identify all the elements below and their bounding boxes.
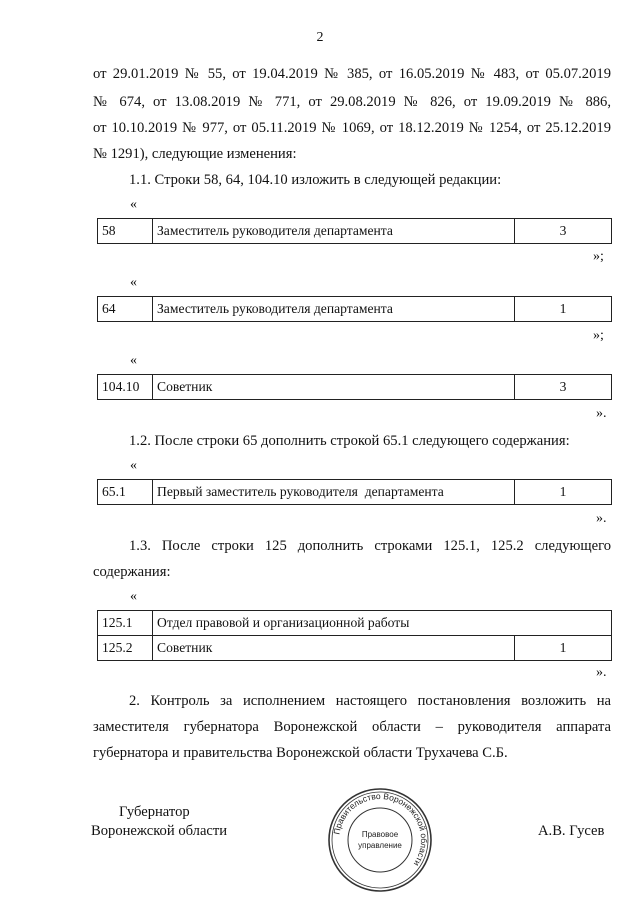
stamp-ring-text: Правительство Воронежской области	[331, 790, 430, 869]
item-2-line-3: губернатора и правительства Воронежской области Трухачева С.Б.	[93, 745, 508, 761]
item-1-2: 1.2. После строки 65 дополнить строкой 65.1 следующего содержания:	[129, 433, 570, 449]
item-2-line-2: заместителя губернатора Воронежской области – руководителя аппарата	[93, 719, 611, 735]
row-title: Первый заместитель руководителя департамента	[153, 480, 515, 505]
quote-open: «	[130, 589, 137, 604]
signatory-name: А.В. Гусев	[538, 823, 605, 839]
table-section-125	[97, 610, 612, 661]
row-number: 65.1	[98, 480, 153, 505]
row-number: 104.10	[98, 375, 153, 400]
row-title: Отдел правовой и организационной работы	[153, 611, 612, 636]
signature-position-line-1: Губернатор	[119, 804, 190, 820]
intro-line-1: от 29.01.2019 № 55, от 19.04.2019 № 385, от 16.05.2019 № 483, от 05.07.2019	[93, 66, 611, 82]
quote-close: ».	[596, 665, 607, 680]
row-count: 1	[515, 480, 612, 505]
row-count: 1	[515, 297, 612, 322]
table-row-104-10	[97, 374, 612, 400]
quote-open: «	[130, 353, 137, 368]
stamp-center-line-1: Правовое	[361, 830, 399, 839]
table-row-125-1	[98, 611, 612, 636]
table-row-65-1	[97, 479, 612, 505]
intro-line-2: № 674, от 13.08.2019 № 771, от 29.08.2019 № 826, от 19.09.2019 № 886,	[93, 94, 611, 110]
quote-close: »;	[593, 328, 604, 343]
item-2-line-1: 2. Контроль за исполнением настоящего постановления возложить на	[129, 693, 611, 709]
row-title: Советник	[153, 636, 515, 661]
quote-close: ».	[596, 406, 607, 421]
quote-close: ».	[596, 511, 607, 526]
table-row-64	[97, 296, 612, 322]
row-title: Заместитель руководителя департамента	[153, 219, 515, 244]
table-row-125-2	[98, 636, 612, 661]
row-count: 3	[515, 375, 612, 400]
row-number: 64	[98, 297, 153, 322]
table-row-58	[97, 218, 612, 244]
row-number: 58	[98, 219, 153, 244]
intro-line-3: от 10.10.2019 № 977, от 05.11.2019 № 1069, от 18.12.2019 № 1254, от 25.12.2019	[93, 120, 611, 136]
row-count: 3	[515, 219, 612, 244]
quote-open: «	[130, 197, 137, 212]
quote-open: «	[130, 458, 137, 473]
quote-open: «	[130, 275, 137, 290]
signature-position-line-2: Воронежской области	[91, 823, 228, 839]
intro-line-4: № 1291), следующие изменения:	[93, 146, 297, 162]
stamp-center-line-2: управление	[358, 841, 402, 850]
row-title: Заместитель руководителя департамента	[153, 297, 515, 322]
item-1-1: 1.1. Строки 58, 64, 104.10 изложить в следующей редакции:	[129, 172, 502, 188]
page-number: 2	[316, 30, 324, 45]
quote-close: »;	[593, 249, 604, 264]
row-title: Советник	[153, 375, 515, 400]
item-1-3-line-1: 1.3. После строки 125 дополнить строками 125.1, 125.2 следующего	[129, 538, 611, 554]
item-1-3-line-2: содержания:	[93, 564, 171, 580]
row-number: 125.2	[98, 636, 153, 661]
row-count: 1	[515, 636, 612, 661]
row-number: 125.1	[98, 611, 153, 636]
official-stamp	[326, 786, 434, 894]
